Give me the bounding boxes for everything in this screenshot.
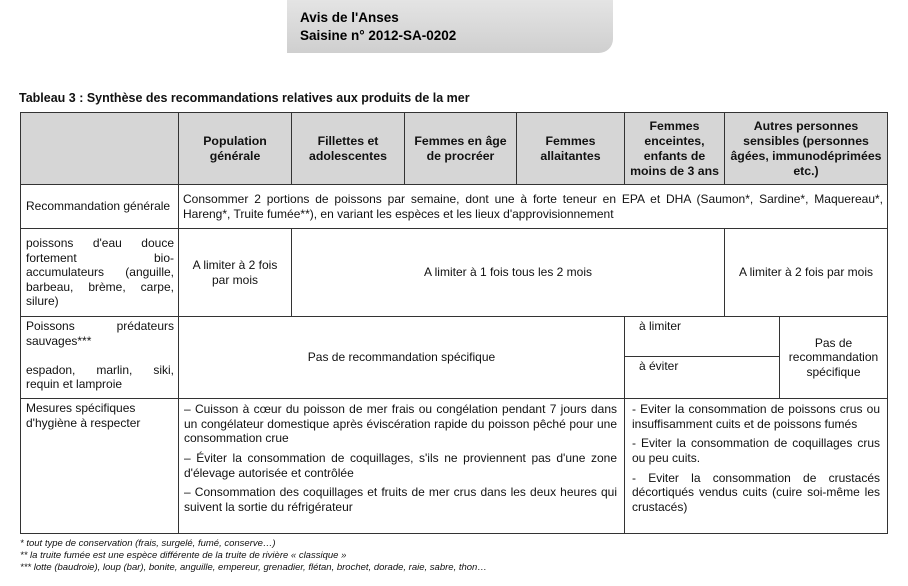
general-recommendation: Consommer 2 portions de poissons par semaine, dont une à forte teneur en EPA et DHA (Saumon*, Sardine*, Maquereau*, Hareng*, Truite fumée**), en variant les espèces et les lieux d'approvisionnement: [179, 185, 888, 229]
footnotes: [20, 538, 487, 574]
table-cell: Pas de recommandation spécifique: [780, 317, 888, 399]
table-row: [21, 185, 888, 229]
table-row: [21, 399, 888, 534]
list-item: - Eviter la consommation de crustacés décortiqués vendus cuits (cuire soi-même les crustacés): [632, 470, 880, 514]
row-label: poissons d'eau douce fortement bio-accumulateurs (anguille, barbeau, brème, carpe, silure): [21, 229, 179, 317]
recommendations-table: [20, 112, 888, 534]
footnote: *** lotte (baudroie), loup (bar), bonite, anguille, empereur, grenadier, flétan, brochet, dorade, raie, sabre, thon…: [20, 562, 487, 574]
table-cell: A limiter à 1 fois tous les 2 mois: [292, 229, 725, 317]
row-label: Recommandation générale: [21, 185, 179, 229]
column-header: Femmes enceintes, enfants de moins de 3 ans: [625, 113, 725, 185]
table-cell: à éviter: [625, 357, 780, 399]
hygiene-sensitive-cell: [625, 399, 888, 534]
column-header: Population générale: [179, 113, 292, 185]
header-banner: [287, 0, 613, 53]
header-title: Avis de l'Anses: [300, 10, 399, 25]
footnote: ** la truite fumée est une espèce différente de la truite de rivière « classique »: [20, 550, 347, 562]
row-label: Mesures spécifiques d'hygiène à respecter: [21, 399, 179, 534]
list-item: – Consommation des coquillages et fruits de mer crus dans les deux heures qui suivent la sortie du réfrigérateur: [184, 485, 617, 514]
table-cell: A limiter à 2 fois par mois: [179, 229, 292, 317]
footnote: * tout type de conservation (frais, surgelé, fumé, conserve…): [20, 538, 276, 549]
header-empty-cell: [21, 113, 179, 185]
header-saisine: Saisine n° 2012-SA-0202: [300, 28, 457, 43]
hygiene-general-cell: [179, 399, 625, 534]
row-label: espadon, marlin, siki, requin et lamproie: [21, 357, 179, 399]
table-row: [21, 317, 888, 357]
list-item: – Éviter la consommation de coquillages, s'ils ne proviennent pas d'une zone d'élevage autorisée et contrôlée: [184, 450, 617, 480]
column-header: Autres personnes sensibles (personnes âgées, immunodéprimées etc.): [725, 113, 888, 185]
table-cell: à limiter: [625, 317, 780, 357]
column-header: Femmes en âge de procréer: [405, 113, 517, 185]
row-label: Poissons prédateurs sauvages***: [21, 317, 179, 357]
column-header: Femmes allaitantes: [517, 113, 625, 185]
table-cell: A limiter à 2 fois par mois: [725, 229, 888, 317]
list-item: - Eviter la consommation de poissons crus ou insuffisamment cuits et de poissons fumés: [632, 402, 880, 431]
list-item: - Eviter la consommation de coquillages crus ou peu cuits.: [632, 436, 880, 465]
column-header: Fillettes et adolescentes: [292, 113, 405, 185]
table-header-row: [21, 113, 888, 185]
table-cell: Pas de recommandation spécifique: [179, 317, 625, 399]
table-row: [21, 229, 888, 317]
table-title: Tableau 3 : Synthèse des recommandations relatives aux produits de la mer: [19, 91, 470, 105]
list-item: – Cuisson à cœur du poisson de mer frais ou congélation pendant 7 jours dans un congélateur domestique après éviscération rapide du poisson pêché pour une consommation crue: [184, 402, 617, 446]
